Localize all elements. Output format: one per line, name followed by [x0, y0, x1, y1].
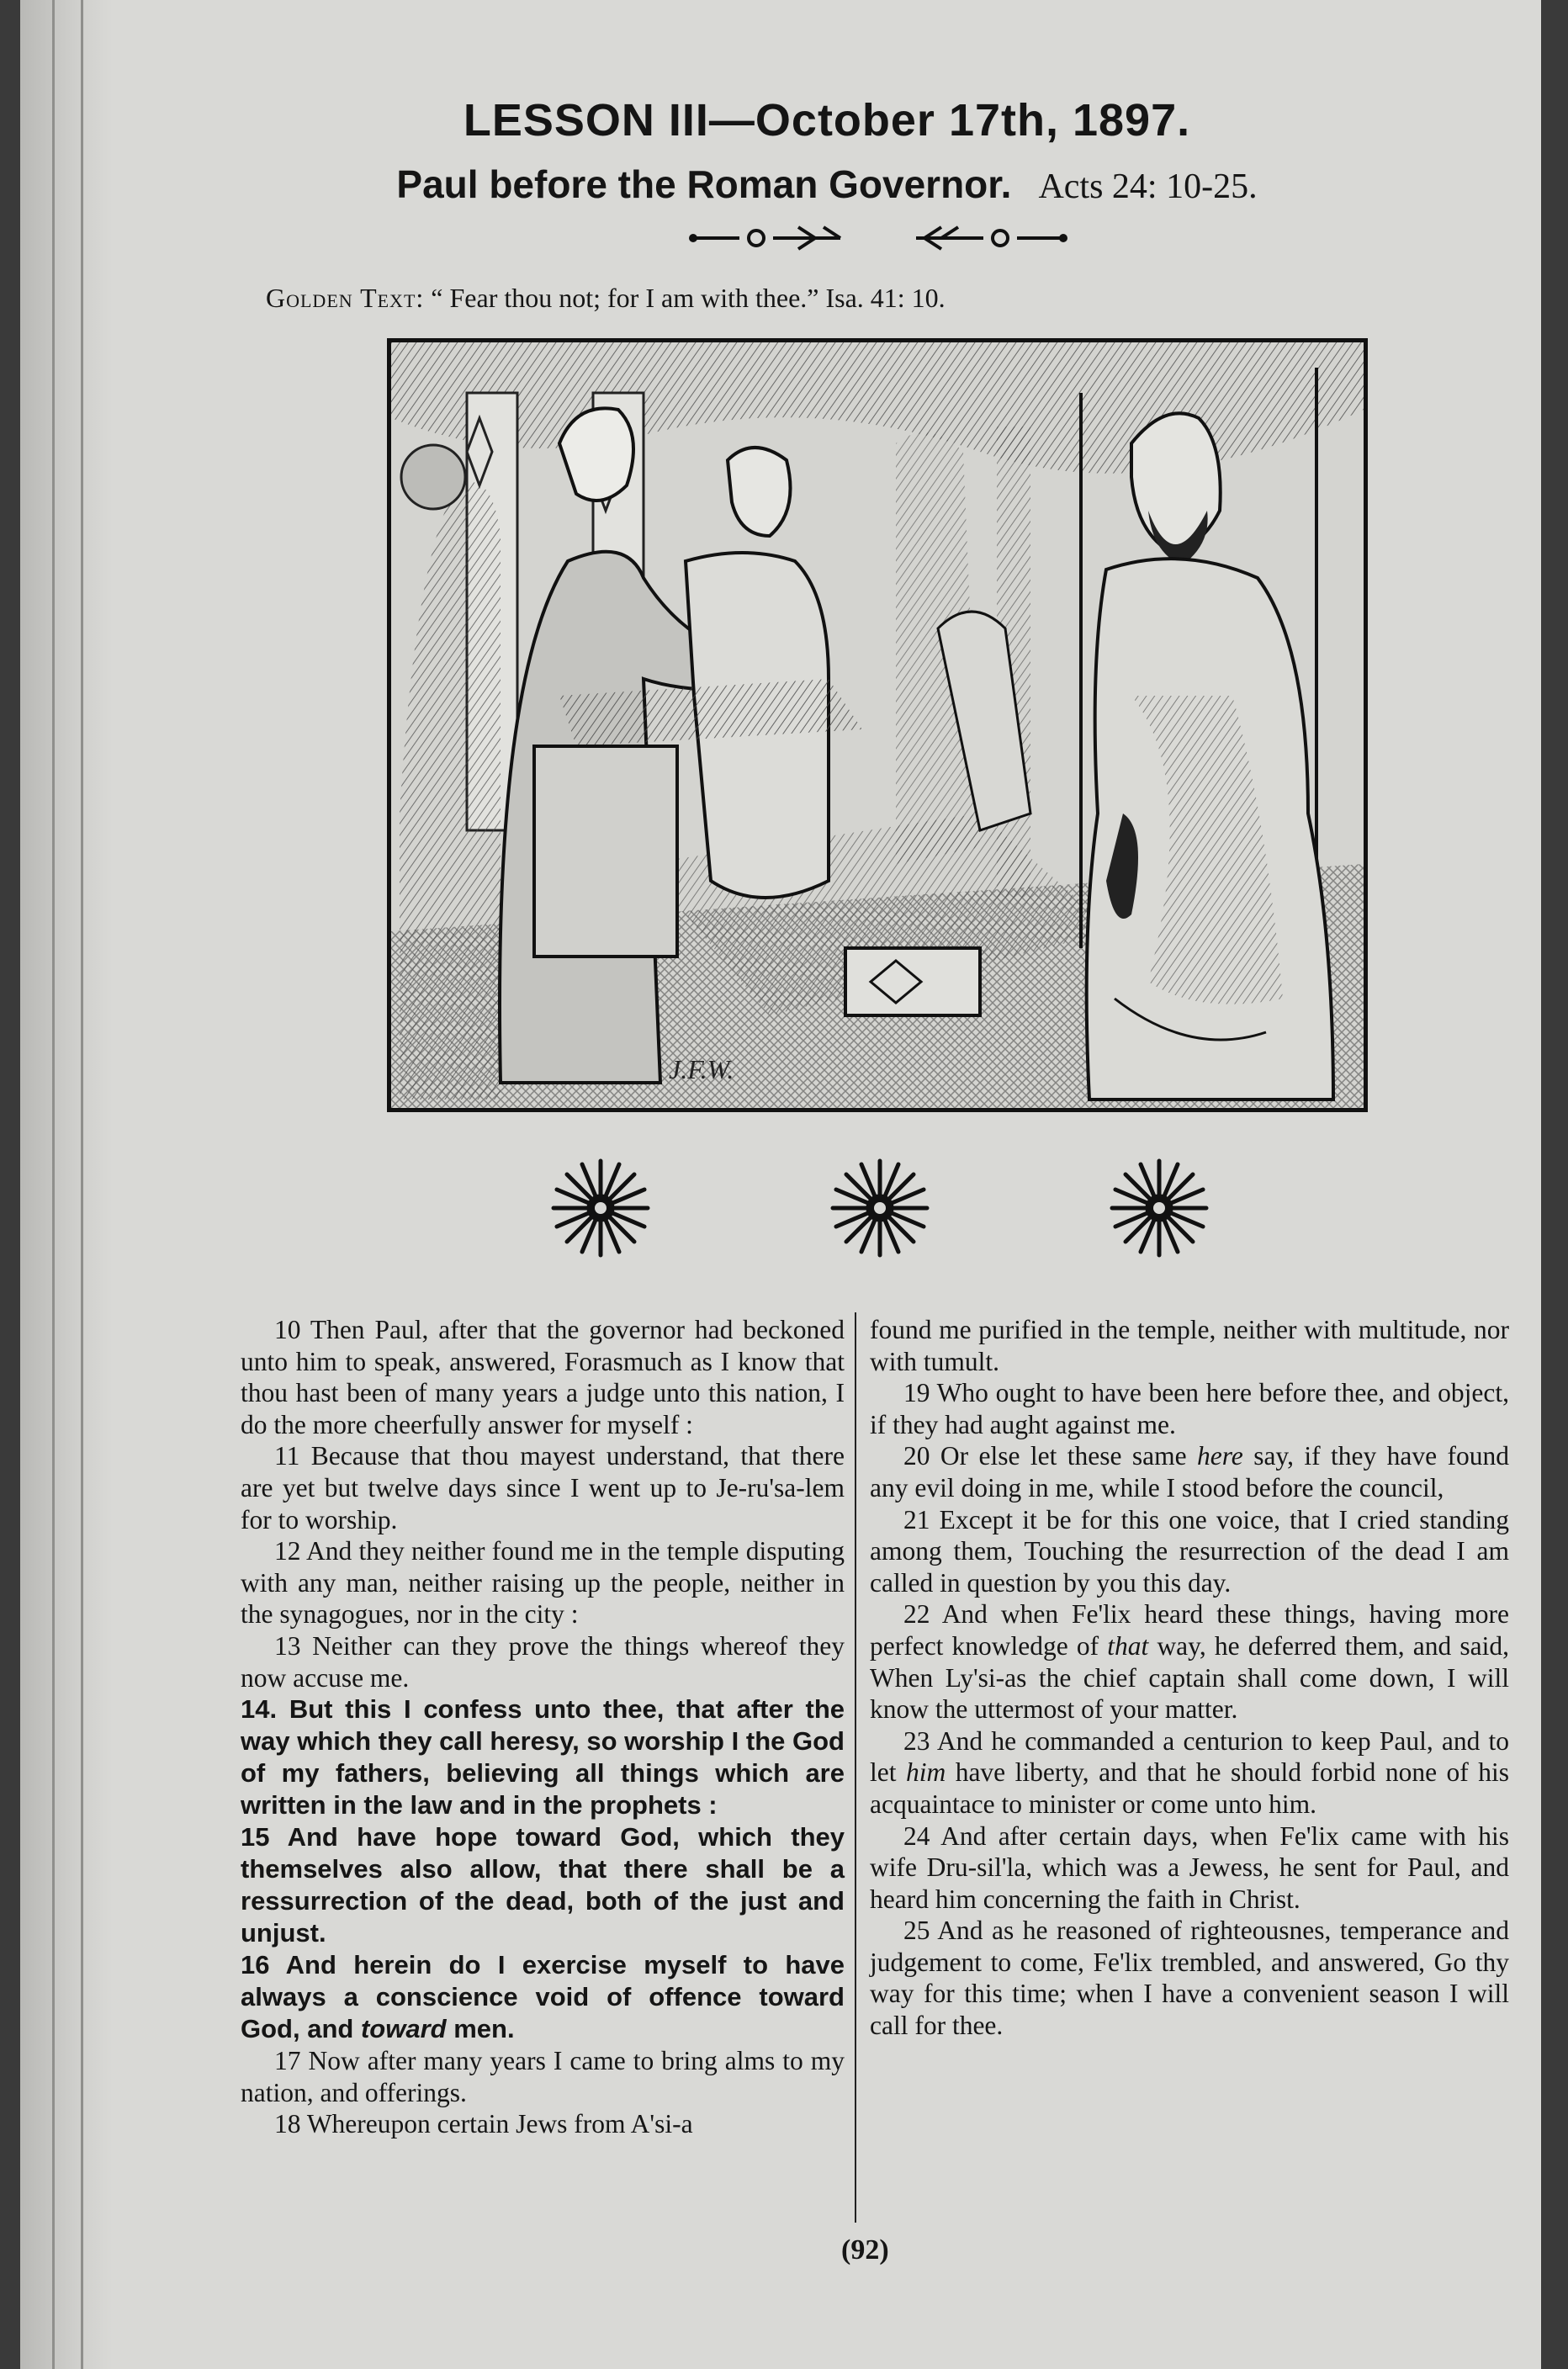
book-spine-shadow: [20, 0, 113, 2369]
verse-number: 19: [903, 1378, 930, 1408]
page-number: (92): [841, 2234, 889, 2266]
memory-verse: [241, 1949, 845, 2045]
scripture-reference: Acts 24: 10-25.: [1038, 167, 1258, 206]
verse-italic-word: here: [1196, 1441, 1243, 1471]
verse-number: 14.: [241, 1694, 278, 1725]
verse-text: Whereupon certain Jews from A'si-a: [306, 2109, 693, 2139]
scripture-column-left: [241, 1314, 845, 2140]
subject-line: [113, 162, 1541, 207]
subject-title: Paul before the Roman Governor.: [396, 162, 1012, 206]
golden-text-label: Golden Text:: [266, 283, 425, 313]
verse-text: Neither can they prove the things whereof they now accuse me.: [241, 1630, 845, 1693]
engraving-illustration: [387, 338, 1368, 1112]
verse: [870, 1915, 1509, 2041]
verse-continuation: [870, 1314, 1509, 1377]
verse-text: And as he reasoned of righteousnes, temperance and judgement to come, Fe'lix trembled, and answered, Go thy way for this time; when I have a convenient season I will call for thee.: [870, 1916, 1509, 2041]
golden-text-quote: “ Fear thou not; for I am with thee.”: [431, 283, 819, 313]
verse: [870, 1440, 1509, 1503]
verse-text: And after certain days, when Fe'lix came with his wife Dru-sil'la, which was a Jewess, he sent for Paul, and heard him concerning the faith in Christ.: [870, 1820, 1509, 1914]
verse-text: And he commanded a centurion to keep Paul, and to let: [870, 1725, 1510, 1788]
golden-text-citation: Isa. 41: 10.: [825, 283, 946, 313]
verse-italic-word: that: [1107, 1630, 1149, 1661]
verse-number: 21: [903, 1504, 930, 1534]
verse-text: Or else let these same: [940, 1441, 1187, 1471]
verse-number: 16: [241, 1950, 270, 1980]
spine-edge-line: [52, 0, 55, 2369]
verse-number: 12: [274, 1536, 301, 1566]
spine-edge-line: [81, 0, 83, 2369]
memory-verse: [241, 1693, 845, 1821]
verse-text: Then Paul, after that the governor had beckoned unto him to speak, answered, Forasmuch as I know that thou hast been of many years a judge unto this nation, I do the more cheerfully answer for myself :: [241, 1315, 845, 1439]
verse-text: Now after many years I came to bring alms to my nation, and offerings.: [241, 2046, 845, 2107]
verse-number: 13: [274, 1630, 301, 1661]
verse-text: have liberty, and that he should forbid none of his acquaintace to minister or come unto him.: [870, 1757, 1510, 1819]
verse-text: And they neither found me in the temple disputing with any man, neither raising up the people, neither in the synagogues, nor in the city :: [241, 1536, 845, 1630]
verse: [241, 1630, 845, 1693]
verse: [241, 1535, 845, 1630]
verse: [870, 1598, 1509, 1725]
verse-number: 15: [241, 1822, 270, 1852]
verse-text: men.: [453, 2014, 515, 2044]
verse: [870, 1377, 1509, 1440]
verse-number: 20: [903, 1441, 930, 1471]
sunburst-ornament-icon: [1109, 1158, 1210, 1259]
verse-text: found me purified in the temple, neither with multitude, nor with tumult.: [870, 1315, 1509, 1376]
verse: [241, 2108, 845, 2140]
verse-number: 10: [274, 1315, 301, 1344]
sunburst-ornament-icon: [550, 1158, 651, 1259]
sunburst-ornament-icon: [829, 1158, 930, 1259]
column-divider: [855, 1312, 856, 2223]
memory-verse: [241, 1821, 845, 1949]
verse: [241, 1440, 845, 1535]
verse-number: 23: [903, 1725, 930, 1756]
decorative-ornament-icon: [689, 220, 1067, 256]
golden-text: [266, 283, 946, 314]
verse-text: Except it be for this one voice, that I cried standing among them, Touching the resurrection of the dead I am called in question by you this day.: [870, 1504, 1510, 1598]
verse-italic-word: him: [905, 1757, 946, 1788]
verse-number: 11: [274, 1441, 300, 1471]
verse-text: Who ought to have been here before thee, and object, if they had aught against me.: [870, 1378, 1509, 1439]
verse: [241, 2045, 845, 2108]
verse-text: way, he deferred them, and said, When Ly'si-as the chief captain shall come down, I will know the uttermost of your matter.: [870, 1630, 1509, 1725]
verse-text: But this I confess unto thee, that after the way which they call heresy, so worship I the God of my fathers, believing all things which are written in the law and in the prophets :: [241, 1694, 845, 1820]
verse-number: 24: [903, 1820, 930, 1851]
lesson-title: LESSON III—October 17th, 1897.: [463, 95, 1191, 146]
verse-number: 17: [274, 2046, 301, 2076]
verse-text: And when Fe'lix heard these things, having more perfect knowledge of: [870, 1599, 1509, 1661]
verse: [870, 1504, 1509, 1599]
court-scene-engraving: [391, 342, 1364, 1108]
verse-text: Because that thou mayest understand, that there are yet but twelve days since I went up to Je-ru'sa-lem for to worship.: [241, 1441, 845, 1534]
verse: [870, 1820, 1509, 1916]
engraver-signature: J.F.W.: [669, 1054, 734, 1084]
verse-text: And herein do I exercise myself to have always a conscience void of offence toward God, and: [241, 1950, 845, 2044]
book-page: [20, 0, 1541, 2369]
verse: [870, 1725, 1509, 1820]
verse-text: And have hope toward God, which they themselves also allow, that there shall be a ressurrection of the dead, both of the just and unjust.: [241, 1822, 845, 1948]
verse-number: 18: [274, 2109, 301, 2139]
verse-text: say, if they have found any evil doing in me, while I stood before the council,: [870, 1441, 1509, 1502]
verse-italic-word: toward: [360, 2014, 447, 2044]
verse-number: 25: [903, 1916, 930, 1946]
verse: [241, 1314, 845, 1440]
scripture-column-right: [870, 1314, 1509, 2042]
verse-number: 22: [903, 1599, 930, 1630]
